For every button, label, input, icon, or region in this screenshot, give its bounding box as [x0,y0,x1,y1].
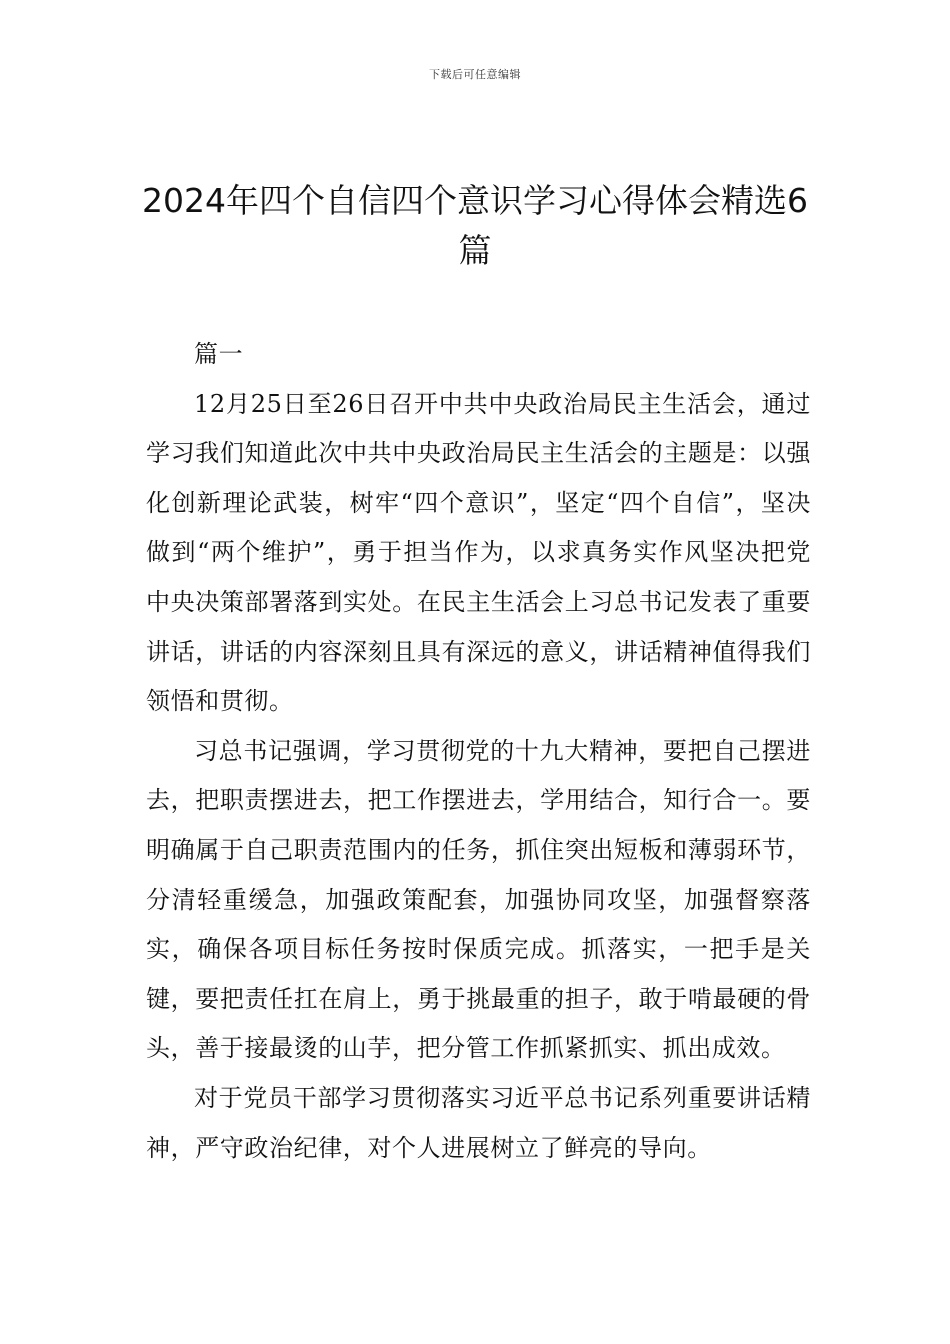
paragraph: 对于党员干部学习贯彻落实习近平总书记系列重要讲话精神，严守政治纪律，对个人进展树立了鲜亮的导向。 [146,1083,811,1162]
paragraph: 习总书记强调，学习贯彻党的十九大精神，要把自己摆进去，把职责摆进去，把工作摆进去，学用结合，知行合一。要明确属于自己职责范围内的任务，抓住突出短板和薄弱环节，分清轻重缓急，加强政策配套，加强协同攻坚，加强督察落实，确保各项目标任务按时保质完成。抓落实，一把手是关键，要把责任扛在肩上，勇于挑最重的担子，敢于啃最硬的骨头，善于接最烫的山芋，把分管工作抓紧抓实、抓出成效。 [146,736,811,1063]
paragraph: 12月25日至26日召开中共中央政治局民主生活会，通过学习我们知道此次中共中央政治局民主生活会的主题是：以强化创新理论武装，树牢“四个意识”，坚定“四个自信”，坚决做到“两个维护”，勇于担当作为，以求真务实作风坚决把党中央决策部署落到实处。在民主生活会上习总书记发表了重要讲话，讲话的内容深刻且具有深远的意义，讲话精神值得我们领悟和贯彻。 [146,389,811,716]
section-heading: 篇一 [194,340,244,368]
header-note: 下载后可任意编辑 [429,68,521,81]
document-title: 2024年四个自信四个意识学习心得体会精选6篇 [142,181,808,270]
document-body [146,330,811,1173]
